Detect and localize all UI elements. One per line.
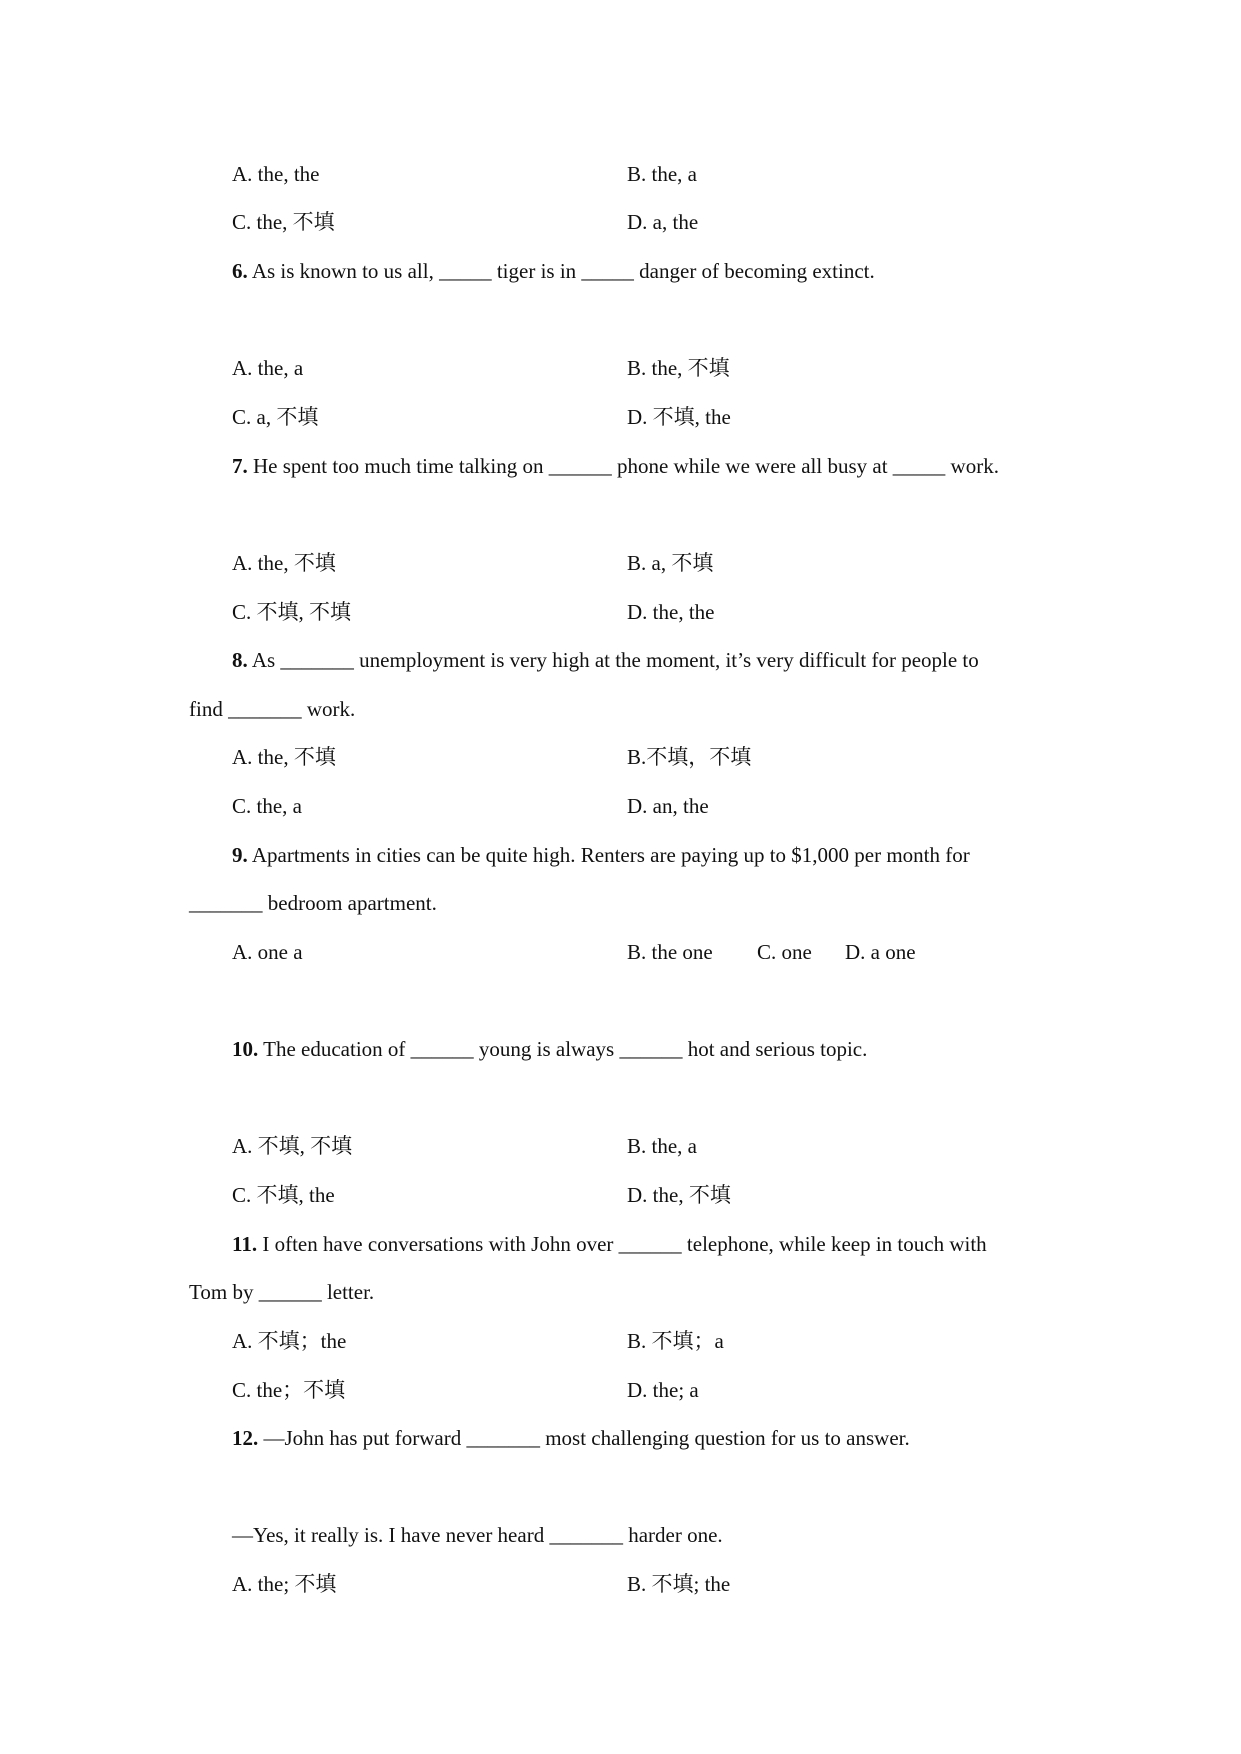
q7-text: He spent too much time talking on ______ phone while we were all busy at _____ work. bbox=[247, 454, 999, 478]
q11-stem-continued: Tom by ______ letter. bbox=[189, 1280, 375, 1304]
q11-number: 11. bbox=[232, 1232, 258, 1256]
q12-option-a: A. the; 不填 bbox=[232, 1572, 337, 1596]
q8-option-c: C. the, a bbox=[232, 794, 302, 818]
q10-stem bbox=[232, 1036, 867, 1062]
q11-option-a: A. 不填；the bbox=[232, 1329, 347, 1353]
q10-option-a: A. 不填, 不填 bbox=[232, 1134, 353, 1158]
q12-stem bbox=[232, 1425, 910, 1451]
q5-option-c: C. the, 不填 bbox=[232, 210, 335, 234]
q9-stem-continued: _______ bedroom apartment. bbox=[189, 891, 437, 915]
q6-stem bbox=[232, 258, 875, 284]
q12-text: —John has put forward _______ most challenging question for us to answer. bbox=[258, 1426, 910, 1450]
q12-number: 12. bbox=[232, 1426, 259, 1450]
q10-option-b: B. the, a bbox=[627, 1134, 697, 1158]
q11-option-d: D. the; a bbox=[627, 1378, 699, 1402]
q5-option-b: B. the, a bbox=[627, 162, 697, 186]
q7-number: 7. bbox=[232, 454, 248, 478]
q8-option-b: B.不填，不填 bbox=[627, 745, 752, 769]
q6-option-d: D. 不填, the bbox=[627, 405, 731, 429]
q8-number: 8. bbox=[232, 648, 248, 672]
q6-option-c: C. a, 不填 bbox=[232, 405, 319, 429]
q5-option-a: A. the, the bbox=[232, 162, 320, 186]
q12-option-b: B. 不填; the bbox=[627, 1572, 731, 1596]
q10-option-d: D. the, 不填 bbox=[627, 1183, 731, 1207]
q9-option-d: D. a one bbox=[845, 940, 916, 964]
q8-option-a: A. the, 不填 bbox=[232, 745, 336, 769]
q5-option-d: D. a, the bbox=[627, 210, 699, 234]
q9-stem bbox=[232, 842, 970, 868]
q9-option-c: C. one bbox=[757, 940, 812, 964]
q12-reply: —Yes, it really is. I have never heard _______ harder one. bbox=[232, 1523, 723, 1547]
q9-number: 9. bbox=[232, 843, 248, 867]
q8-stem bbox=[232, 647, 979, 673]
q11-stem bbox=[232, 1231, 987, 1257]
q6-option-a: A. the, a bbox=[232, 356, 304, 380]
q6-text: As is known to us all, _____ tiger is in _____ danger of becoming extinct. bbox=[247, 259, 875, 283]
q6-option-b: B. the, 不填 bbox=[627, 356, 730, 380]
q9-option-b: B. the one bbox=[627, 940, 713, 964]
q8-option-d: D. an, the bbox=[627, 794, 709, 818]
q7-option-a: A. the, 不填 bbox=[232, 551, 336, 575]
q10-number: 10. bbox=[232, 1037, 259, 1061]
q11-option-b: B. 不填；a bbox=[627, 1329, 724, 1353]
q8-stem-continued: find _______ work. bbox=[189, 697, 356, 721]
q7-stem bbox=[232, 453, 999, 479]
q9-option-a: A. one a bbox=[232, 940, 303, 964]
q9-text: Apartments in cities can be quite high. Renters are paying up to $1,000 per month for bbox=[247, 843, 970, 867]
q11-option-c: C. the；不填 bbox=[232, 1378, 346, 1402]
q10-option-c: C. 不填, the bbox=[232, 1183, 335, 1207]
q6-number: 6. bbox=[232, 259, 248, 283]
q7-option-d: D. the, the bbox=[627, 600, 715, 624]
q10-text: The education of ______ young is always ______ hot and serious topic. bbox=[258, 1037, 868, 1061]
q7-option-c: C. 不填, 不填 bbox=[232, 600, 352, 624]
q8-text: As _______ unemployment is very high at the moment, it’s very difficult for people to bbox=[247, 648, 979, 672]
q11-text: I often have conversations with John over ______ telephone, while keep in touch with bbox=[257, 1232, 987, 1256]
q7-option-b: B. a, 不填 bbox=[627, 551, 714, 575]
